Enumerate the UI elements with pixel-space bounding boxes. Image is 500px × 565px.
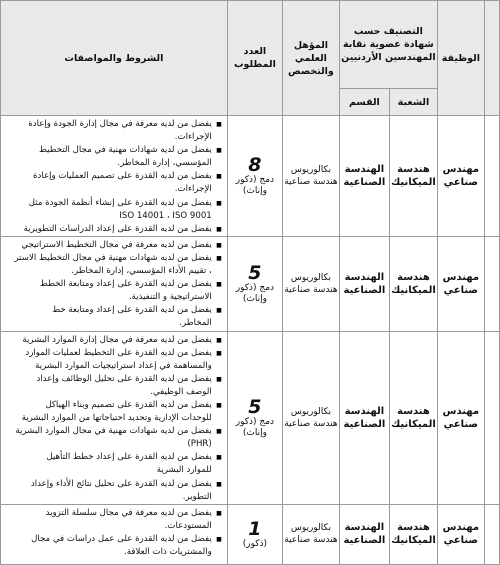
division-cell: هندسة الميكانيك xyxy=(389,116,437,237)
condition-line: ■ يفضل من لديه القدرة على إعداد الدراسات التطويرية xyxy=(1,223,212,236)
condition-line: ■ يفضل من لديه معرفة في مجال التخطيط الاستراتيجي xyxy=(1,239,212,252)
count-note: (ذكور) xyxy=(242,538,268,549)
condition-line: ■ يفضل من لديه القدرة على تحليل نتائج الأداء وإعداد xyxy=(1,478,212,491)
division-cell: هندسة الميكانيك xyxy=(389,504,437,564)
department-cell: الهندسة الصناعية xyxy=(339,504,389,564)
edge-cell xyxy=(484,331,499,504)
conditions-cell xyxy=(1,331,228,504)
condition-line: ■ يفضل من لديه القدرة على إعداد ومتابعة الخطط xyxy=(1,278,212,291)
condition-line: ■ يفضل من لديه القدرة على إنشاء أنظمة الجودة مثل xyxy=(1,197,212,210)
condition-line: ■ يفضل من لديه شهادات مهنية في مجال الموارد البشرية xyxy=(1,425,212,438)
condition-line: والمساهمة في إعداد استراتيجيات الموارد البشرية xyxy=(35,360,212,371)
count-note: دمج (ذكور وإناث) xyxy=(235,282,275,304)
conditions-cell xyxy=(1,504,228,564)
condition-line: ISO 14001 ، ISO 9001 xyxy=(119,210,212,221)
condition-line: ■ يفضل من لديه القدرة على عمل دراسات في مجال xyxy=(1,533,212,546)
table-row xyxy=(1,116,500,237)
condition-line: المخاطر. xyxy=(179,318,212,329)
table-row xyxy=(1,236,500,331)
condition-line: ■ يفضل من لديه القدرة على إعداد ومتابعة خط xyxy=(1,304,212,317)
count-number: 5 xyxy=(248,261,262,284)
department-cell: الهندسة الصناعية xyxy=(339,236,389,331)
table-header xyxy=(1,1,500,116)
condition-line: ■ يفضل من لديه شهادات مهنية في مجال التخطيط xyxy=(1,144,212,157)
conditions-cell xyxy=(1,116,228,237)
conditions-cell xyxy=(1,236,228,331)
department-cell: الهندسة الصناعية xyxy=(339,116,389,237)
header-row xyxy=(1,1,500,89)
edge-column-header xyxy=(484,1,499,116)
condition-line: ■ يفضل من لديه القدرة على تصميم وبناء الهياكل xyxy=(1,399,212,412)
job-cell: مهندس صناعي xyxy=(437,331,484,504)
condition-line: المستودعات. xyxy=(164,520,212,531)
classification-header: التصنيف حسب شهادة عضوية نقابة المهندسين الأردنيين xyxy=(339,1,437,89)
count-number: 5 xyxy=(248,395,262,418)
condition-line: ■ يفضل من لديه شهادات مهنية في مجال التخطيط الاستر xyxy=(1,252,212,265)
job-cell: مهندس صناعي xyxy=(437,116,484,237)
qualification-cell: بكالوريوس هندسة صناعية xyxy=(283,504,340,564)
condition-line: التطوير. xyxy=(182,491,212,502)
division-header: الشعبة xyxy=(389,89,437,116)
count-number: 1 xyxy=(248,517,262,540)
count-cell xyxy=(227,331,282,504)
count-note: دمج (ذكور وإناث) xyxy=(235,416,275,438)
condition-line: ■ يفضل من لديه معرفة في مجال إدارة الموارد البشرية xyxy=(1,334,212,347)
division-cell: هندسة الميكانيك xyxy=(389,236,437,331)
conditions-list xyxy=(1,507,223,559)
count-note: دمج (ذكور وإناث) xyxy=(235,174,275,196)
condition-line: ■ يفضل من لديه القدرة على تصميم العمليات وإعادة xyxy=(1,170,212,183)
table-row xyxy=(1,504,500,564)
table-body xyxy=(1,116,500,565)
condition-line: ■ يفضل من لديه القدرة على التخطيط لعمليات الموارد xyxy=(1,347,212,360)
condition-line: ■ يفضل من لديه معرفة في مجال إدارة الجودة وإعادة xyxy=(1,118,212,131)
condition-line: للموارد البشرية xyxy=(156,465,212,476)
condition-line: الإجراءات. xyxy=(174,184,212,195)
count-cell xyxy=(227,236,282,331)
condition-line: الإجراءات. xyxy=(174,132,212,143)
qualification-cell: بكالوريوس هندسة صناعية xyxy=(283,116,340,237)
condition-line: ■ يفضل من لديه القدرة على تحليل الوظائف وإعداد xyxy=(1,373,212,386)
edge-cell xyxy=(484,116,499,237)
department-cell: الهندسة الصناعية xyxy=(339,331,389,504)
table-row xyxy=(1,331,500,504)
qualification-cell: بكالوريوس هندسة صناعية xyxy=(283,236,340,331)
conditions-list xyxy=(1,118,223,236)
condition-line: ■ يفضل من لديه القدرة على إعداد خطط التأهيل xyxy=(1,451,212,464)
job-cell: مهندس صناعي xyxy=(437,504,484,564)
condition-line: (PHR) xyxy=(187,439,212,450)
qualification-cell: بكالوريوس هندسة صناعية xyxy=(283,331,340,504)
condition-line: ، تقييم الأداء المؤسسي، إدارة المخاطر. xyxy=(71,266,212,277)
condition-line: والمشتريات ذات العلاقة. xyxy=(124,547,212,557)
edge-cell xyxy=(484,236,499,331)
job-cell: مهندس صناعي xyxy=(437,236,484,331)
conditions-list xyxy=(1,334,223,504)
department-header: القسم xyxy=(339,89,389,116)
count-number: 8 xyxy=(248,153,262,176)
job-header: الوظيفة xyxy=(437,1,484,116)
edge-cell xyxy=(484,504,499,564)
condition-line: للوحدات الإدارية وتحديد احتياجاتها من الموارد البشرية xyxy=(21,413,212,424)
count-cell xyxy=(227,504,282,564)
conditions-list xyxy=(1,239,223,331)
condition-line: المؤسسي، إدارة المخاطر. xyxy=(117,158,212,169)
count-cell xyxy=(227,116,282,237)
division-cell: هندسة الميكانيك xyxy=(389,331,437,504)
condition-line: الاستراتيجية و التنفيذية. xyxy=(128,292,212,303)
condition-line: الوصف الوظيفي. xyxy=(150,386,212,397)
condition-line: ■ يفضل من لديه معرفة في مجال سلسلة التزويد xyxy=(1,507,212,520)
qualification-header: المؤهل العلمي والتخصص xyxy=(283,1,340,116)
count-header: العدد المطلوب xyxy=(227,1,282,116)
conditions-header: الشروط والمواصفات xyxy=(1,1,228,116)
